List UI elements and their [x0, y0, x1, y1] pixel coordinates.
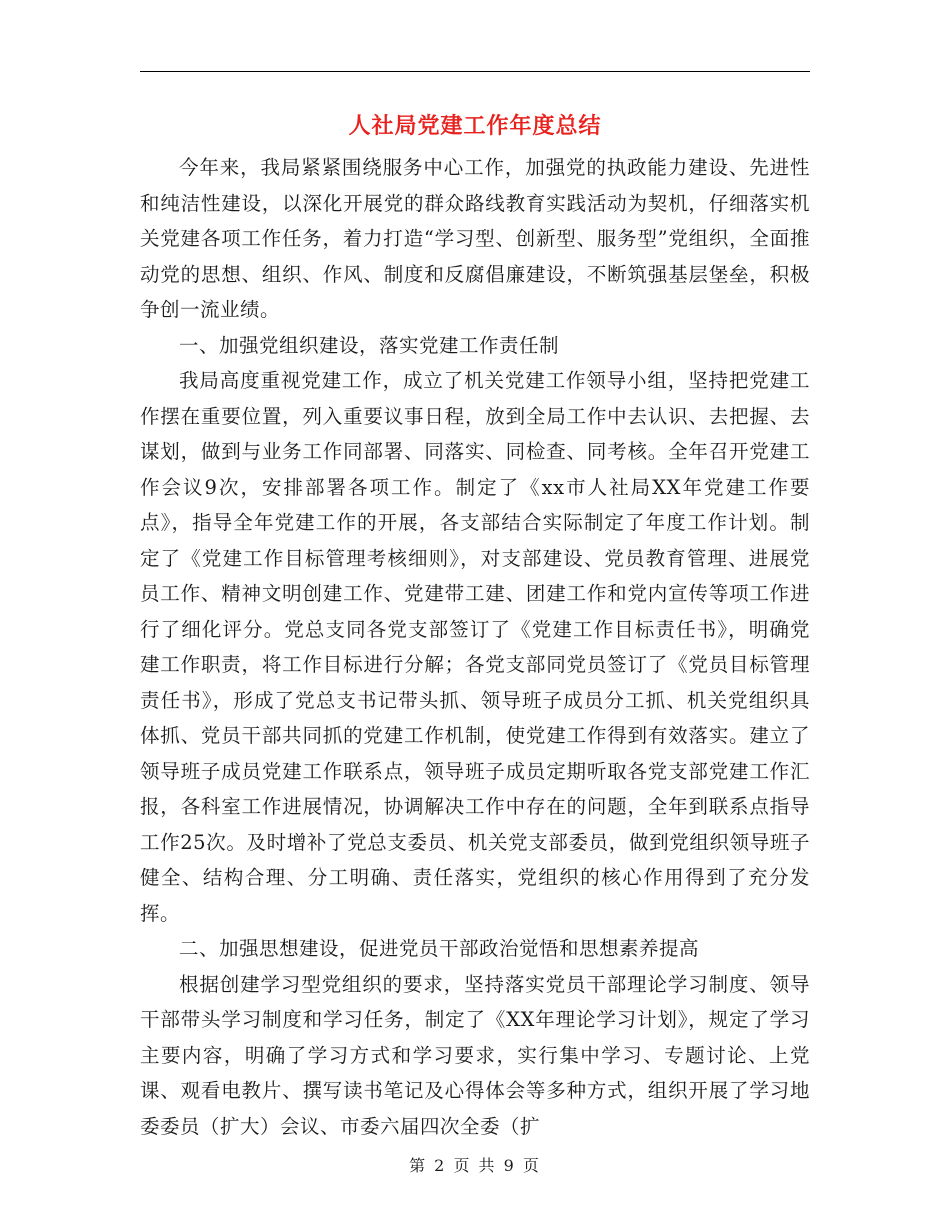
paragraph-section-1: 我局高度重视党建工作，成立了机关党建工作领导小组，坚持把党建工作摆在重要位置，列入重要议事日程，放到全局工作中去认识、去把握、去谋划，做到与业务工作同部署、同落实、同检查、同考核。全年召开党建工作会议9次，安排部署各项工作。制定了《xx市人社局XX年党建工作要点》，指导全年党建工作的开展，各支部结合实际制定了年度工作计划。制定了《党建工作目标管理考核细则》，对支部建设、党员教育管理、进展党员工作、精神文明创建工作、党建带工建、团建工作和党内宣传等项工作进行了细化评分。党总支同各党支部签订了《党建工作目标责任书》，明确党建工作职责，将工作目标进行分解；各党支部同党员签订了《党员目标管理责任书》，形成了党总支书记带头抓、领导班子成员分工抓、机关党组织具体抓、党员干部共同抓的党建工作机制，使党建工作得到有效落实。建立了领导班子成员党建工作联系点，领导班子成员定期听取各党支部党建工作汇报，各科室工作进展情况，协调解决工作中存在的问题，全年到联系点指导工作25次。及时增补了党总支委员、机关党支部委员，做到党组织领导班子健全、结构合理、分工明确、责任落实，党组织的核心作用得到了充分发挥。 — [140, 369, 810, 925]
header-rule — [140, 71, 810, 72]
document-body — [140, 150, 810, 1144]
section-heading-2: 二、加强思想建设，促进党员干部政治觉悟和思想素养提高 — [179, 937, 700, 960]
page-number: 第 2 页 共 9 页 — [409, 1156, 541, 1175]
paragraph-intro: 今年来，我局紧紧围绕服务中心工作，加强党的执政能力建设、先进性和纯洁性建设，以深化开展党的群众路线教育实践活动为契机，仔细落实机关党建各项工作任务，着力打造“学习型、创新型、服务型”党组织，全面推动党的思想、组织、作风、制度和反腐倡廉建设，不断筑强基层堡垒，积极争创一流业绩。 — [140, 156, 810, 321]
paragraph-section-2: 根据创建学习型党组织的要求，坚持落实党员干部理论学习制度、领导干部带头学习制度和学习任务，制定了《XX年理论学习计划》，规定了学习主要内容，明确了学习方式和学习要求，实行集中学习、专题讨论、上党课、观看电教片、撰写读书笔记及心得体会等多种方式，组织开展了学习地委委员（扩大）会议、市委六届四次全委（扩 — [140, 972, 810, 1138]
page-footer — [0, 1154, 950, 1178]
document-title: 人社局党建工作年度总结 — [348, 113, 602, 139]
section-heading-1: 一、加强党组织建设，落实党建工作责任制 — [179, 333, 560, 357]
